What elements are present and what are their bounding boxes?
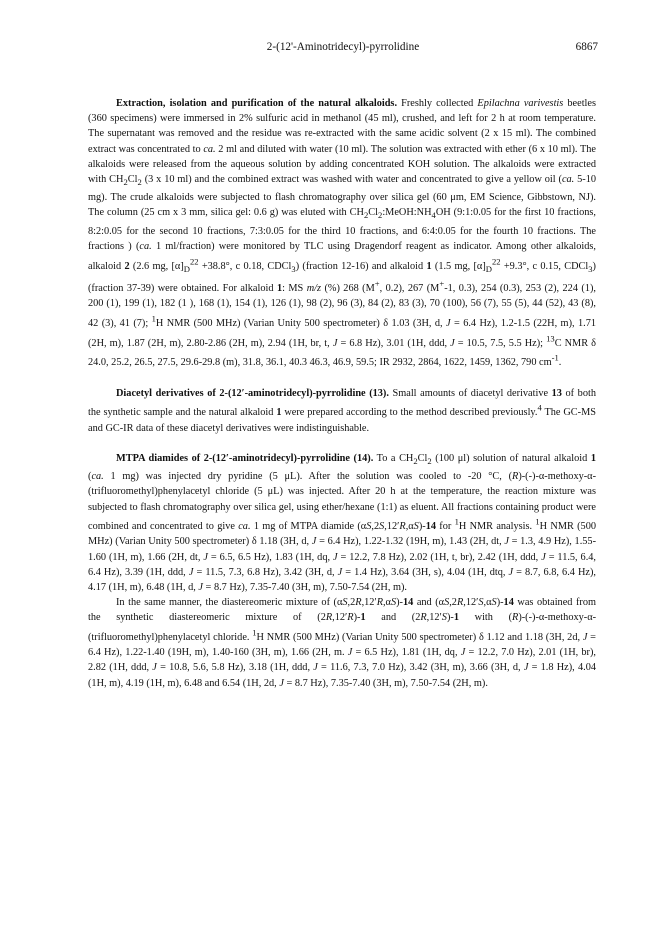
mtpa-text-2: In the same manner, the diastereomeric mixture of (αS,2R,12′R,αS)-14 and (αS,2R,12′S,αS)-14 was obtained from the synthetic diastereomeric mixture of (2R,12′R)-1 and (2R,12′S)-1 with (R)-(-)-α-methoxy-α-(trifluoromethyl)phenylacetyl chloride. $^1$H NMR (500 MHz) (Varian Unity 500 spectrometer) δ 1.12 and 1.18 (3H, 2d, J = 6.4 Hz), 1.22-1.40 (19H, m), 1.40-160 (3H, m), 1.66 (2H, m. J = 6.5 Hz), 1.81 (1H, dq, J = 12.2, 7.0 Hz), 2.01 (1H, br), 2.82 (1H, ddd, J = 10.8, 5.6, 5.8 Hz), 3.18 (1H, ddd, J = 11.6, 7.3, 7.0 Hz), 3.42 (3H, m), 3.66 (3H, d, J = 1.8 Hz), 4.04 (1H, m), 4.19 (1H, m), 6.48 and 6.54 (1H, 2d, J = 8.7 Hz), 7.35-7.40 (3H, m), 7.50-7.54 (2H, m). (88, 597, 597, 689)
extraction-text: Freshly collected Epilachna varivestis beetles (360 specimens) were immersed in 2% sulfuric acid in methanol (45 ml), crushed, and left for 2 h at room temperature. The supernatant was removed and the residue was re-extracted with the same acidic solvent (2 x 15 ml). The combined extract was concentrated to ca. 2 ml and diluted with water (10 ml). The solution was extracted with ether (6 x 10 ml). The alkaloids were released from the aqueous solution by adding concentrated KOH solution. The alkaloids were extracted with $CH_2Cl_2$ (3 x 10 ml) and the combined extract was washed with water and concentrated to give a yellow oil (ca. 5-10 mg). The crude alkaloids were subjected to flash chromatography over silica gel (60 μm, EM Science, Gibbstown, NJ). The column (25 cm x 3 mm, silica gel: 0.6 g) was eluted with $CH_2Cl_2:MeOH:NH_4OH$ (9:1:0.05 for the first 10 fractions, 8:2:0.05 for the second 10 fractions, 7:3:0.05 for the third 10 fractions, and 6:4:0.05 for the fourth 10 fractions. The fractions ) (ca. 1 ml/fraction) were monitored by TLC using Dragendorf reagent as indicator. Among other alkaloids, alkaloid 2 (2.6 mg, $[\alpha]_D^{22} +38.8^\circ$, c 0.18, CDCl$_3$) (fraction 12-16) and alkaloid 1 (1.5 mg, $[\alpha]_D^{22} +9.3^\circ$, c 0.15, CDCl$_3$) (fraction 37-39) were obtained. For alkaloid 1: MS m/z (%) 268 (M+, 0.2), 267 (M+-1, 0.3), 254 (0.3), 253 (2), 224 (1), 200 (1), 199 (1), 182 (1 ), 168 (1), 154 (1), 126 (1), 98 (2), 96 (3), 84 (2), 83 (3), 70 (100), 56 (7), 55 (5), 44 (52), 43 (8), 42 (3), 41 (7); $^1$H NMR (500 MHz) (Varian Unity 500 spectrometer) δ 1.03 (3H, d, J = 6.4 Hz), 1.2-1.5 (22H, m), 1.71 (2H, m), 1.87 (2H, m), 2.80-2.86 (2H, m), 2.94 (1H, br, t, J = 6.8 Hz), 3.01 (1H, ddd, J = 10.5, 7.5, 5.5 Hz); $^{13}$C NMR δ 24.0, 25.2, 26.5, 27.5, 29.6-29.8 (m), 31.8, 36.1, 40.3 46.3, 46.9, 59.5; IR 2932, 2864, 1622, 1459, 1362, 790 $cm^{-1}$. (88, 98, 597, 369)
page-number: 6867 (575, 41, 598, 53)
extraction-heading: Extraction, isolation and purification of the natural alkaloids. (116, 98, 398, 109)
diacetyl-text: Small amounts of diacetyl derivative 13 of both the synthetic sample and the natural alkaloid 1 were prepared according to the method described previously.$^4$ The GC-MS and GC-IR data of these diacetyl derivatives were indistinguishable. (88, 387, 596, 434)
mtpa-text: To a $CH_2Cl_2$ (100 μl) solution of natural alkaloid 1 (ca. 1 mg) was injected dry pyridine (5 μL). After the solution was cooled to -20 °C, (R)-(-)-α-methoxy-α-(trifluoromethyl)phenylacetyl chloride (5 μL) was injected. After 20 h at the temperature, the reaction mixture was subjected to flash chromatography over silica gel, using ether/hexane (1:1) as eluent. All fractions containing product were combined and concentrated to give ca. 1 mg of MTPA diamide (αS,2S,12′R,αS)-14 for $^1$H NMR analysis. $^1$H NMR (500 MHz) (Varian Unity 500 spectrometer) δ 1.18 (3H, d, J = 6.4 Hz), 1.22-1.32 (19H, m), 1.43 (2H, dt, J = 1.3, 4.9 Hz), 1.55-1.60 (1H, m), 1.66 (2H, dt, J = 6.5, 6.5 Hz), 1.83 (1H, dq, J = 12.2, 7.8 Hz), 2.02 (1H, t, br), 2.42 (1H, ddd, J = 11.5, 6.4, 6.4 Hz), 3.39 (1H, ddd, J = 11.5, 7.3, 6.8 Hz), 3.42 (3H, d, J = 1.4 Hz), 3.64 (3H, s), 4.04 (1H, dtq, J = 8.7, 6.8, 6.4 Hz), 4.17 (1H, m), 6.48 (1H, d, J = 8.7 Hz), 7.35-7.40 (3H, m), 7.50-7.54 (2H, m). (88, 452, 597, 593)
mtpa-paragraph-2 (88, 595, 596, 691)
mtpa-heading: MTPA diamides of 2-(12′-aminotridecyl)-pyrrolidine (14). (116, 452, 374, 464)
diacetyl-heading: Diacetyl derivatives of 2-(12′-aminotridecyl)-pyrrolidine (13). (116, 387, 389, 399)
article-body (88, 96, 596, 706)
diacetyl-paragraph (88, 386, 596, 436)
running-head-title: 2-(12'-Aminotridecyl)-pyrrolidine (266, 41, 420, 53)
mtpa-paragraph (88, 451, 596, 595)
extraction-paragraph (88, 96, 596, 371)
